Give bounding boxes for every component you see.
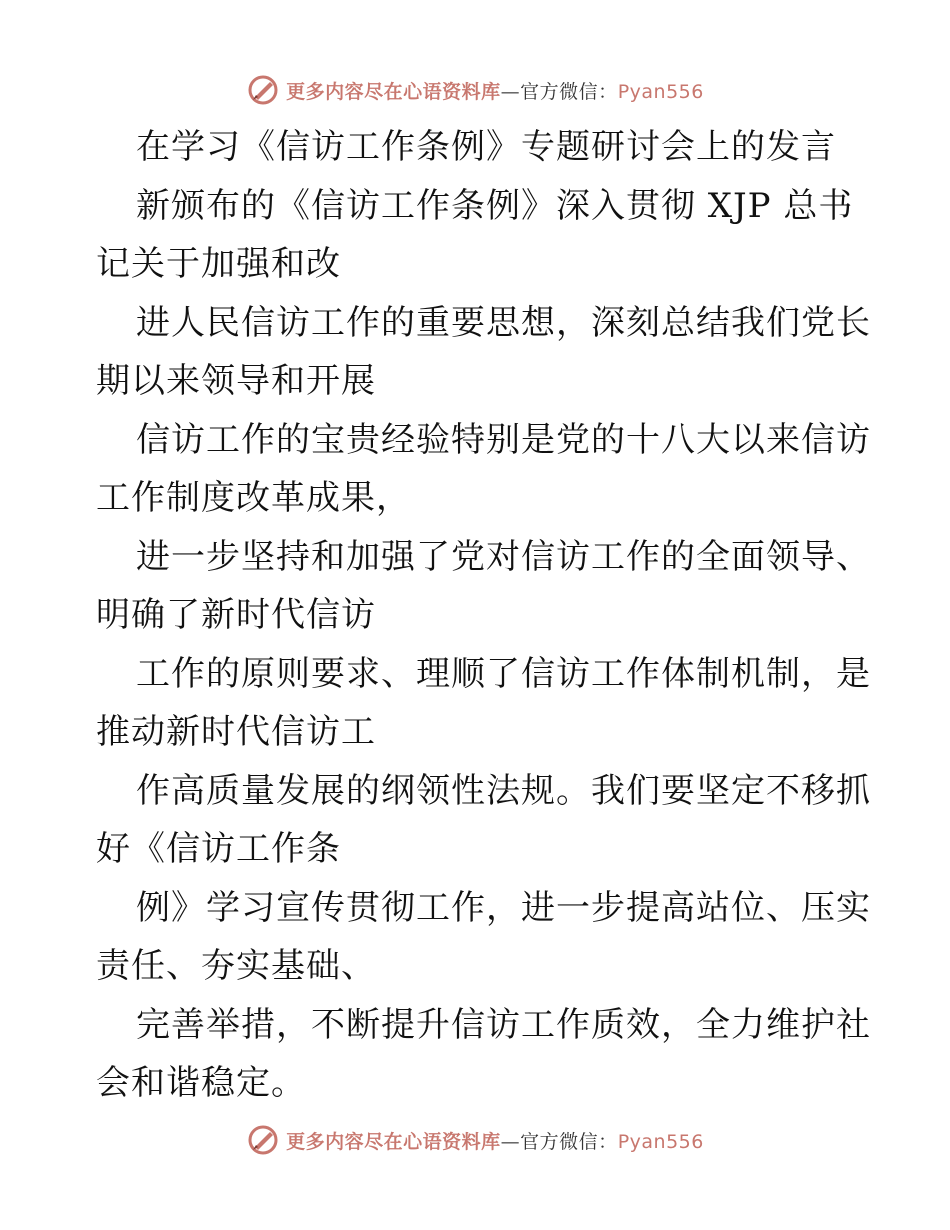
paragraph-line: 完善举措，不断提升信访工作质效，全力维护社 bbox=[136, 1004, 871, 1045]
paragraph-line: 会和谐稳定。 bbox=[96, 1063, 306, 1103]
watermark-text bbox=[286, 1127, 704, 1154]
paragraph-line: 记关于加强和改 bbox=[96, 244, 341, 284]
header-watermark bbox=[0, 72, 950, 108]
document-body bbox=[96, 118, 871, 1113]
watermark-brand: 更多内容尽在心语资料库 bbox=[286, 80, 501, 103]
watermark-separator: — bbox=[500, 1130, 521, 1153]
watermark-brand: 更多内容尽在心语资料库 bbox=[286, 1130, 501, 1153]
paragraph-line: 新颁布的《信访工作条例》深入贯彻 XJP 总书 bbox=[136, 185, 854, 226]
paragraph-line: 工作的原则要求、理顺了信访工作体制机制，是 bbox=[136, 653, 871, 694]
paragraph-line: 进人民信访工作的重要思想，深刻总结我们党长 bbox=[136, 302, 871, 343]
library-logo-icon bbox=[246, 73, 280, 107]
paragraph-line: 进一步坚持和加强了党对信访工作的全面领导、 bbox=[136, 536, 871, 577]
paragraph-line: 作高质量发展的纲领性法规。我们要坚定不移抓 bbox=[136, 770, 871, 811]
paragraph-line: 信访工作的宝贵经验特别是党的十八大以来信访 bbox=[136, 419, 871, 460]
watermark-label: 官方微信： bbox=[520, 1130, 618, 1153]
watermark-wechat-id: Pyan556 bbox=[617, 1130, 704, 1153]
library-logo-icon bbox=[246, 1123, 280, 1157]
paragraph-line: 好《信访工作条 bbox=[96, 829, 341, 869]
paragraph-line: 推动新时代信访工 bbox=[96, 712, 376, 752]
document-title: 在学习《信访工作条例》专题研讨会上的发言 bbox=[136, 127, 836, 167]
paragraph-line: 例》学习宣传贯彻工作，进一步提高站位、压实 bbox=[136, 887, 871, 928]
watermark-text bbox=[286, 77, 704, 104]
paragraph-line: 期以来领导和开展 bbox=[96, 361, 376, 401]
watermark-label: 官方微信： bbox=[520, 80, 618, 103]
paragraph-line: 责任、夯实基础、 bbox=[96, 946, 376, 986]
footer-watermark bbox=[0, 1122, 950, 1158]
paragraph-line: 明确了新时代信访 bbox=[96, 595, 376, 635]
watermark-wechat-id: Pyan556 bbox=[617, 80, 704, 103]
paragraph-line: 工作制度改革成果， bbox=[96, 478, 411, 518]
watermark-separator: — bbox=[500, 80, 521, 103]
